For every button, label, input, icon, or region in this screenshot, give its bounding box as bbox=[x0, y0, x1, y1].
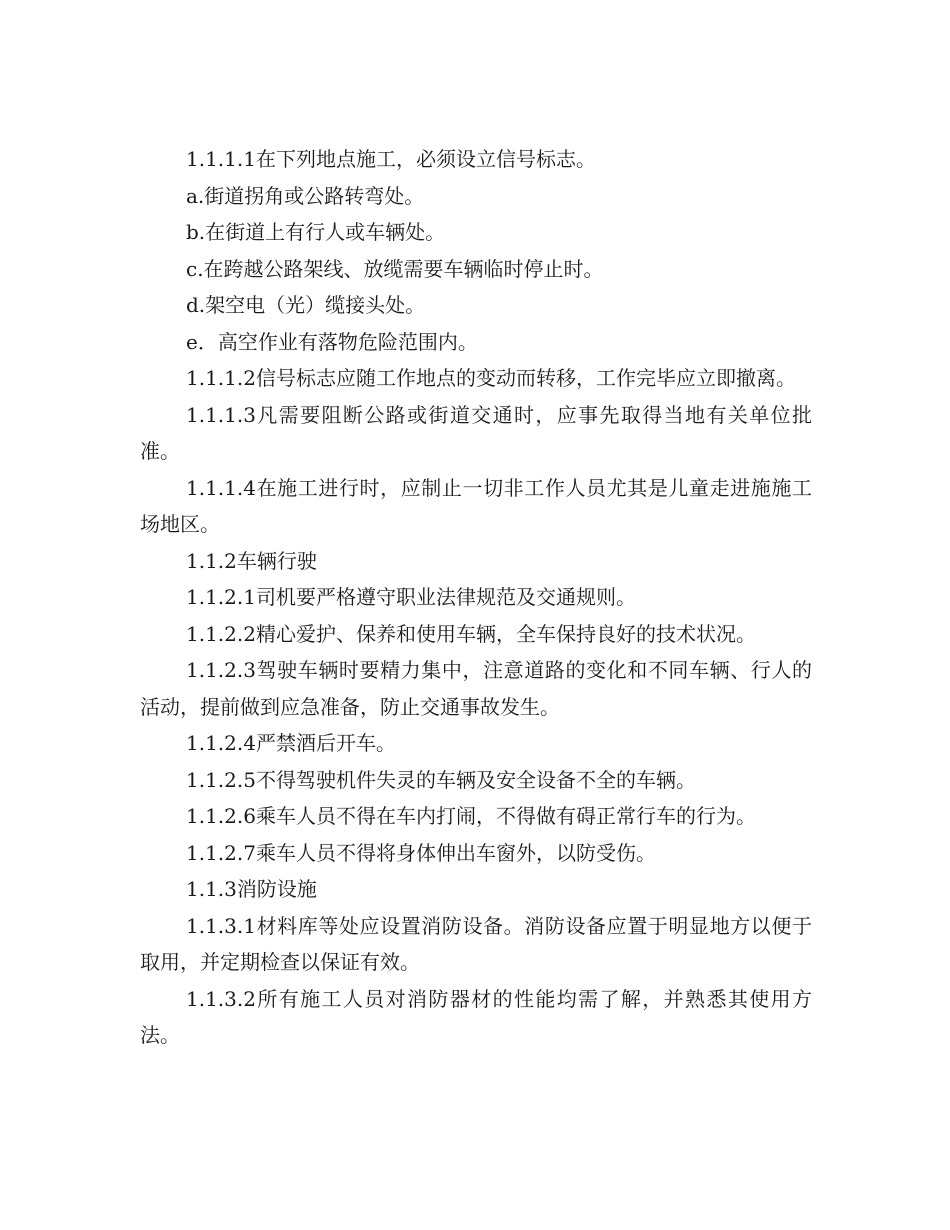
paragraph-1-1-3-1: 1.1.3.1材料库等处应设置消防设备。消防设备应置于明显地方以便于取用，并定期检查以保证有效。 bbox=[140, 913, 812, 974]
paragraph-1-1-2-6: 1.1.2.6乘车人员不得在车内打闹，不得做有碍正常行车的行为。 bbox=[186, 804, 756, 828]
list-item-a: a.街道拐角或公路转弯处。 bbox=[186, 183, 425, 208]
paragraph-1-1-1-4: 1.1.1.4在施工进行时，应制止一切非工作人员尤其是儿童走进施施工场地区。 bbox=[140, 475, 812, 536]
paragraph-1-1-2-4: 1.1.2.4严禁酒后开车。 bbox=[186, 731, 396, 755]
paragraph-1-1-2-3: 1.1.2.3驾驶车辆时要精力集中，注意道路的变化和不同车辆、行人的活动，提前做到应急准备，防止交通事故发生。 bbox=[140, 658, 812, 719]
paragraph-1-1-2-1: 1.1.2.1司机要严格遵守职业法律规范及交通规则。 bbox=[186, 585, 636, 609]
list-item-c: c.在跨越公路架线、放缆需要车辆临时停止时。 bbox=[186, 256, 604, 281]
document-body bbox=[140, 141, 812, 1054]
list-item-e: e．高空作业有落物危险范围内。 bbox=[186, 329, 478, 354]
paragraph-1-1-3-2: 1.1.3.2所有施工人员对消防器材的性能均需了解，并熟悉其使用方法。 bbox=[140, 986, 812, 1047]
heading-1-1-3: 1.1.3消防设施 bbox=[186, 877, 317, 901]
paragraph-1-1-2-5: 1.1.2.5不得驾驶机件失灵的车辆及安全设备不全的车辆。 bbox=[186, 767, 696, 792]
paragraph-1-1-1-2: 1.1.1.2信号标志应随工作地点的变动而转移，工作完毕应立即撤离。 bbox=[186, 366, 796, 390]
list-item-b: b.在街道上有行人或车辆处。 bbox=[186, 220, 446, 244]
paragraph-1-1-2-7: 1.1.2.7乘车人员不得将身体伸出车窗外，以防受伤。 bbox=[186, 840, 656, 865]
paragraph-1-1-2-2: 1.1.2.2精心爱护、保养和使用车辆，全车保持良好的技术状况。 bbox=[186, 621, 756, 646]
paragraph-1-1-1-1: 1.1.1.1在下列地点施工，必须设立信号标志。 bbox=[186, 147, 596, 171]
heading-1-1-2: 1.1.2车辆行驶 bbox=[186, 548, 317, 573]
paragraph-1-1-1-3: 1.1.1.3凡需要阻断公路或街道交通时，应事先取得当地有关单位批准。 bbox=[140, 402, 812, 463]
list-item-d: d.架空电（光）缆接头处。 bbox=[186, 293, 426, 317]
